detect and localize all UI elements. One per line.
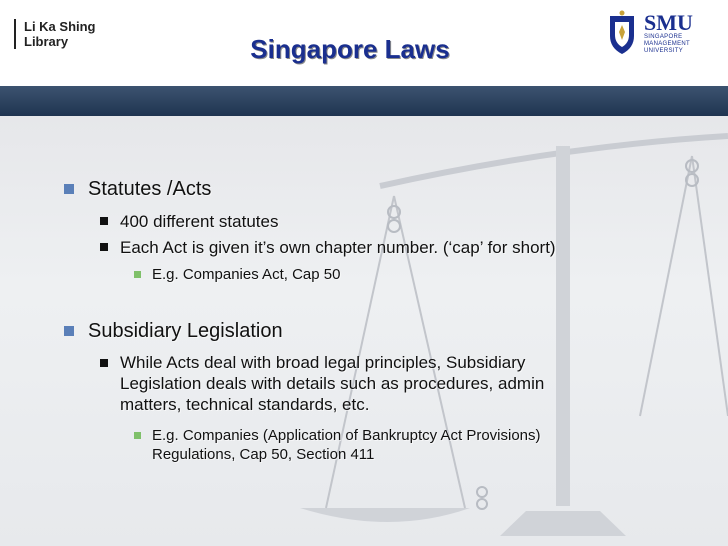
list-subitem: E.g. Companies Act, Cap 50 <box>152 266 341 283</box>
list-subitem-line: Regulations, Cap 50, Section 411 <box>152 446 375 463</box>
square-bullet-icon <box>64 184 74 194</box>
list-item-line: matters, technical standards, etc. <box>120 395 370 414</box>
list-item: 400 different statutes <box>120 212 279 231</box>
square-bullet-icon <box>100 359 108 367</box>
list-item-line: While Acts deal with broad legal principles, Subsidiary <box>120 353 526 372</box>
list-item-line: Legislation deals with details such as procedures, admin <box>120 374 545 393</box>
section-heading: Statutes /Acts <box>88 178 212 200</box>
slide-header <box>0 0 728 86</box>
smu-logo <box>644 12 728 55</box>
list-subitem-line: E.g. Companies (Application of Bankruptcy Act Provisions) <box>152 427 541 444</box>
library-logo-line2: Library <box>24 34 69 49</box>
square-bullet-icon <box>100 217 108 225</box>
slide-title: Singapore Laws <box>250 34 450 64</box>
section-heading: Subsidiary Legislation <box>88 320 283 342</box>
smu-logo-subtitle-2: UNIVERSITY <box>644 48 684 54</box>
square-bullet-icon <box>134 271 141 278</box>
header-band <box>0 86 728 116</box>
library-logo-line1: Li Ka Shing <box>24 19 96 34</box>
square-bullet-icon <box>134 432 141 439</box>
square-bullet-icon <box>100 243 108 251</box>
smu-logo-subtitle-1: SINGAPORE MANAGEMENT <box>644 34 691 47</box>
list-item: Each Act is given it’s own chapter number. (‘cap’ for short) <box>120 238 556 257</box>
smu-logo-text: SMU <box>644 10 693 35</box>
square-bullet-icon <box>64 326 74 336</box>
